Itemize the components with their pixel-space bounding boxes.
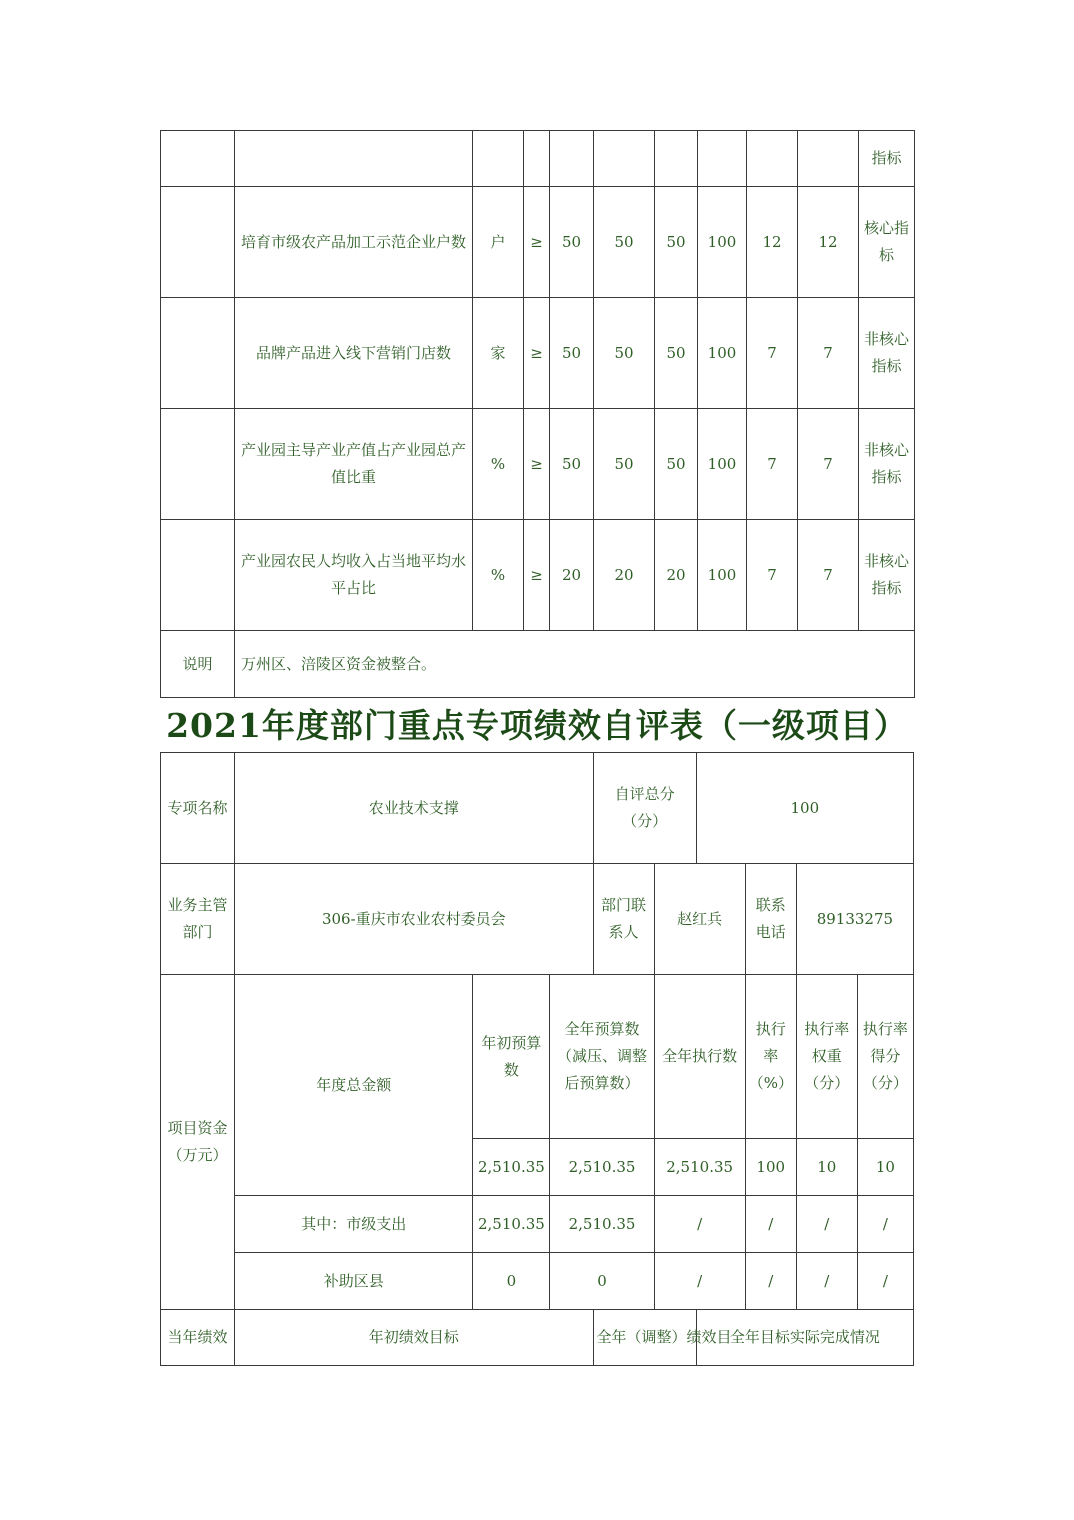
full-budget-value: 0 [550, 1253, 654, 1310]
operator-cell: ≥ [524, 409, 550, 520]
executed-value: / [654, 1253, 745, 1310]
table-row [161, 1310, 914, 1366]
phone-label: 联系电话 [745, 864, 796, 975]
indicator-type-cell: 指标 [859, 131, 915, 187]
indicator-name-cell: 培育市级农产品加工示范企业户数 [235, 187, 473, 298]
table-row [161, 131, 915, 187]
initial-budget-value: 0 [473, 1253, 550, 1310]
rate-score-header: 执行率得分（分） [857, 975, 913, 1139]
table-row [161, 631, 915, 698]
total-score-label: 自评总分（分） [593, 753, 696, 864]
rate-weight-header: 执行率权重（分） [796, 975, 857, 1139]
adjusted-target-header: 全年（调整）绩效目 [593, 1310, 696, 1366]
unit-cell: 家 [473, 298, 524, 409]
executed-header: 全年执行数 [654, 975, 745, 1139]
indicator-type-cell: 非核心指标 [859, 409, 915, 520]
value-cell: 50 [550, 298, 594, 409]
unit-cell: 户 [473, 187, 524, 298]
table-row [161, 864, 914, 975]
execution-rate-value: / [745, 1196, 796, 1253]
page-title: 2021年度部门重点专项绩效自评表（一级项目） [166, 706, 908, 745]
score-cell: 7 [798, 520, 859, 631]
executed-value: 2,510.35 [654, 1139, 745, 1196]
department-value: 306-重庆市农业农村委员会 [235, 864, 593, 975]
table-row [161, 975, 914, 1139]
full-budget-header: 全年预算数（减压、调整后预算数） [550, 975, 654, 1139]
indicator-table [160, 130, 915, 698]
score-cell: 7 [798, 409, 859, 520]
actual-completion-header: 全年目标实际完成情况 [696, 1310, 913, 1366]
rate-weight-value: / [796, 1196, 857, 1253]
value-cell: 50 [594, 409, 655, 520]
rate-cell: 100 [698, 409, 747, 520]
weight-cell: 12 [747, 187, 798, 298]
unit-cell: % [473, 520, 524, 631]
operator-cell: ≥ [524, 187, 550, 298]
full-budget-value: 2,510.35 [550, 1139, 654, 1196]
score-cell: 7 [798, 298, 859, 409]
total-score-value: 100 [696, 753, 913, 864]
table-row [161, 753, 914, 864]
note-text: 万州区、涪陵区资金被整合。 [235, 631, 915, 698]
phone-value: 89133275 [796, 864, 913, 975]
initial-budget-value: 2,510.35 [473, 1139, 550, 1196]
rate-cell: 100 [698, 520, 747, 631]
contact-value: 赵红兵 [654, 864, 745, 975]
weight-cell: 7 [747, 298, 798, 409]
execution-rate-header: 执行率（%） [745, 975, 796, 1139]
value-cell: 20 [550, 520, 594, 631]
score-cell: 12 [798, 187, 859, 298]
value-cell: 50 [655, 298, 698, 409]
value-cell: 20 [655, 520, 698, 631]
county-subsidy-label: 补助区县 [235, 1253, 473, 1310]
self-evaluation-table [160, 752, 914, 1366]
indicator-type-cell: 核心指标 [859, 187, 915, 298]
department-label: 业务主管部门 [161, 864, 235, 975]
project-name-value: 农业技术支撑 [235, 753, 593, 864]
value-cell: 50 [550, 409, 594, 520]
note-label: 说明 [161, 631, 235, 698]
table-row [161, 187, 915, 298]
initial-budget-value: 2,510.35 [473, 1196, 550, 1253]
rate-cell: 100 [698, 187, 747, 298]
table-row [161, 1196, 914, 1253]
value-cell: 20 [594, 520, 655, 631]
weight-cell: 7 [747, 520, 798, 631]
rate-weight-value: / [796, 1253, 857, 1310]
execution-rate-value: 100 [745, 1139, 796, 1196]
project-name-label: 专项名称 [161, 753, 235, 864]
indicator-name-cell: 产业园农民人均收入占当地平均水平占比 [235, 520, 473, 631]
indicator-name-cell: 产业园主导产业产值占产业园总产值比重 [235, 409, 473, 520]
rate-cell: 100 [698, 298, 747, 409]
value-cell: 50 [655, 409, 698, 520]
table-row [161, 520, 915, 631]
weight-cell: 7 [747, 409, 798, 520]
value-cell: 50 [594, 298, 655, 409]
execution-rate-value: / [745, 1253, 796, 1310]
table-row [161, 298, 915, 409]
initial-target-header: 年初绩效目标 [235, 1310, 593, 1366]
operator-cell: ≥ [524, 520, 550, 631]
contact-label: 部门联系人 [593, 864, 654, 975]
value-cell: 50 [655, 187, 698, 298]
operator-cell: ≥ [524, 298, 550, 409]
executed-value: / [654, 1196, 745, 1253]
rate-score-value: / [857, 1253, 913, 1310]
initial-budget-header: 年初预算数 [473, 975, 550, 1139]
value-cell: 50 [550, 187, 594, 298]
rate-score-value: / [857, 1196, 913, 1253]
annual-total-label: 年度总金额 [235, 975, 473, 1196]
rate-weight-value: 10 [796, 1139, 857, 1196]
table-row [161, 1253, 914, 1310]
performance-label: 当年绩效 [161, 1310, 235, 1366]
unit-cell: % [473, 409, 524, 520]
table-row [161, 409, 915, 520]
city-expense-label: 其中：市级支出 [235, 1196, 473, 1253]
full-budget-value: 2,510.35 [550, 1196, 654, 1253]
rate-score-value: 10 [857, 1139, 913, 1196]
funds-label: 项目资金（万元） [161, 975, 235, 1310]
value-cell: 50 [594, 187, 655, 298]
indicator-type-cell: 非核心指标 [859, 520, 915, 631]
indicator-name-cell: 品牌产品进入线下营销门店数 [235, 298, 473, 409]
indicator-type-cell: 非核心指标 [859, 298, 915, 409]
